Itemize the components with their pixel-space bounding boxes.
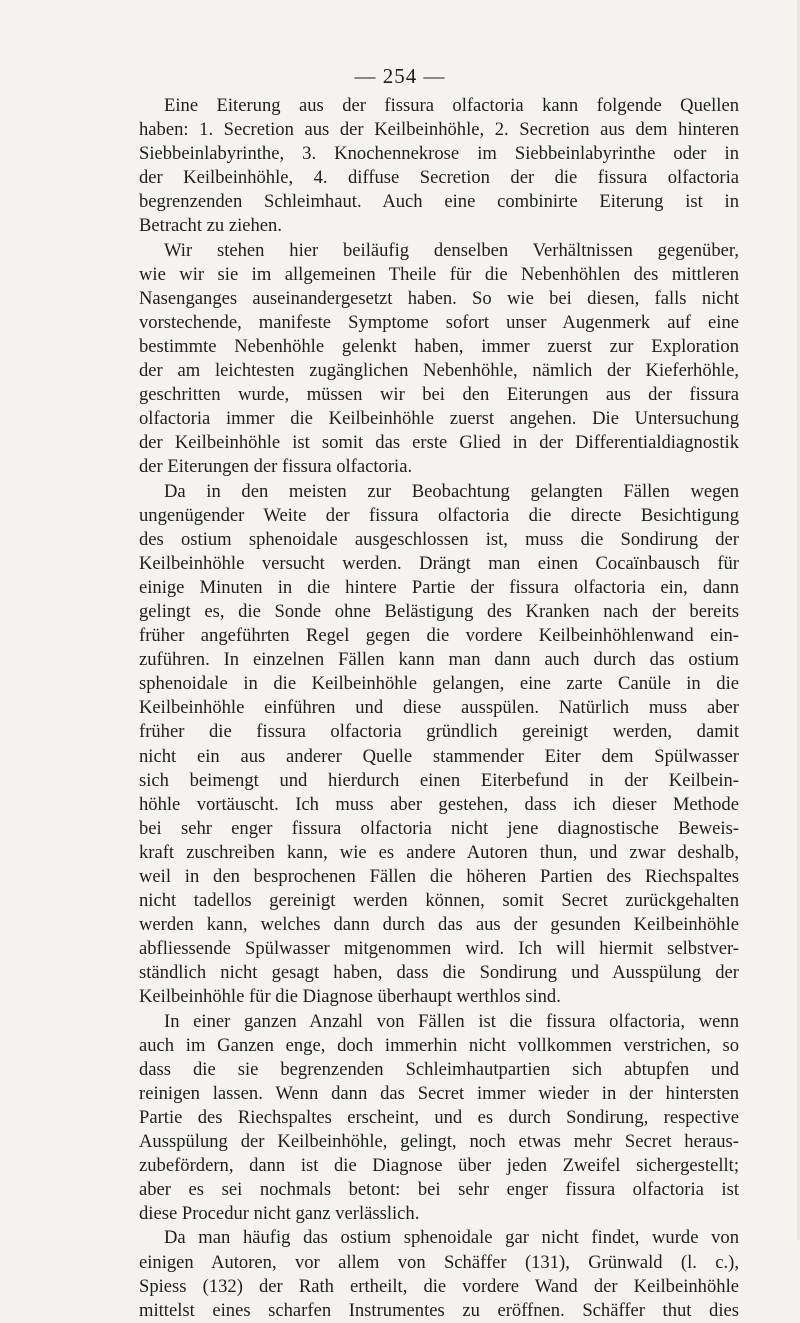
text-line: abfliessende Spülwasser mitgenommen wird. Ich will hiermit selbstver- [139,938,739,960]
text-line: der Keilbeinhöhle, 4. diffuse Secretion der die fissura olfactoria [139,167,739,189]
text-line: begrenzenden Schleimhaut. Auch eine combinirte Eiterung ist in [139,191,739,213]
text-line: Keilbeinhöhle einführen und diese ausspülen. Natürlich muss aber [139,697,739,719]
text-line: Spiess (132) der Rath ertheilt, die vordere Wand der Keilbeinhöhle [139,1275,739,1297]
text-line: auch im Ganzen enge, doch immerhin nicht vollkommen verstrichen, so [139,1034,739,1056]
text-line: bei sehr enger fissura olfactoria nicht jene diagnostische Beweis- [139,817,739,839]
text-line: der am leichtesten zugänglichen Nebenhöhle, nämlich der Kieferhöhle, [139,360,739,382]
text-line: höhle vortäuscht. Ich muss aber gestehen, dass ich dieser Methode [139,793,739,815]
text-line: diese Procedur nicht ganz verlässlich. [139,1203,420,1225]
text-line: werden kann, welches dann durch das aus der gesunden Keilbeinhöhle [139,914,739,936]
text-line: früher angeführten Regel gegen die vordere Keilbeinhöhlenwand ein- [139,625,739,647]
text-line: mittelst eines scharfen Instrumentes zu eröffnen. Schäffer thut dies [139,1299,739,1321]
text-line: dass die sie begrenzenden Schleimhautpartien sich abtupfen und [139,1058,739,1080]
text-line: sphenoidale in die Keilbeinhöhle gelangen, eine zarte Canüle in die [139,673,739,695]
text-line: haben: 1. Secretion aus der Keilbeinhöhle, 2. Secretion aus dem hinteren [139,119,739,141]
text-line: des ostium sphenoidale ausgeschlossen ist, muss die Sondirung der [139,528,739,550]
text-line: geschritten wurde, müssen wir bei den Eiterungen aus der fissura [139,384,739,406]
text-line: Siebbeinlabyrinthe, 3. Knochennekrose im Siebbeinlabyrinthe oder in [139,143,739,165]
text-line: gelingt es, die Sonde ohne Belästigung des Kranken nach der bereits [139,600,739,622]
text-line: Keilbeinhöhle für die Diagnose überhaupt werthlos sind. [139,986,561,1008]
text-line: aber es sei nochmals betont: bei sehr enger fissura olfactoria ist [139,1179,739,1201]
text-line: olfactoria immer die Keilbeinhöhle zuerst angehen. Die Untersuchung [139,408,739,430]
text-line: zuführen. In einzelnen Fällen kann man dann auch durch das ostium [139,649,739,671]
text-line: einige Minuten in die hintere Partie der fissura olfactoria ein, dann [139,576,739,598]
text-line: reinigen lassen. Wenn dann das Secret immer wieder in der hintersten [139,1082,739,1104]
text-line: ungenügender Weite der fissura olfactoria die directe Besichtigung [139,504,739,526]
text-line: Betracht zu ziehen. [139,215,282,237]
body-text [139,94,739,1323]
text-line: der Eiterungen der fissura olfactoria. [139,456,413,478]
text-line: einigen Autoren, vor allem von Schäffer (131), Grünwald (l. c.), [139,1251,739,1273]
text-line: bestimmte Nebenhöhle gelenkt haben, immer zuerst zur Exploration [139,335,739,357]
text-line: kraft zuschreiben kann, wie es andere Autoren thun, und zwar deshalb, [139,841,739,863]
text-line: Eine Eiterung aus der fissura olfactoria kann folgende Quellen [164,95,739,116]
page-number: — 254 — [354,64,446,88]
text-line: Nasenganges auseinandergesetzt haben. So wie bei diesen, falls nicht [139,287,739,309]
text-line: Da in den meisten zur Beobachtung gelangten Fällen wegen [164,480,739,502]
text-line: nicht ein aus anderer Quelle stammender Eiter dem Spülwasser [139,745,739,767]
text-line: zubefördern, dann ist die Diagnose über jeden Zweifel sichergestellt; [139,1155,739,1177]
text-line: sich beimengt und hierdurch einen Eiterbefund in der Keilbein- [139,769,739,791]
text-line: In einer ganzen Anzahl von Fällen ist die fissura olfactoria, wenn [164,1010,739,1032]
text-line: vorstechende, manifeste Symptome sofort unser Augenmerk auf eine [139,311,739,333]
text-line: Ausspülung der Keilbeinhöhle, gelingt, noch etwas mehr Secret heraus- [139,1131,739,1153]
text-line: nicht tadellos gereinigt werden können, somit Secret zurückgehalten [139,890,739,912]
text-line: Wir stehen hier beiläufig denselben Verhältnissen gegenüber, [164,239,739,261]
text-line: wie wir sie im allgemeinen Theile für die Nebenhöhlen des mittleren [139,263,739,285]
text-line: Da man häufig das ostium sphenoidale gar nicht findet, wurde von [164,1227,739,1249]
text-line: früher die fissura olfactoria gründlich gereinigt werden, damit [139,721,739,743]
text-line: der Keilbeinhöhle ist somit das erste Glied in der Differentialdiagnostik [139,432,739,454]
text-line: ständlich nicht gesagt haben, dass die Sondirung und Ausspülung der [139,962,739,984]
text-line: Keilbeinhöhle versucht werden. Drängt man einen Cocaïnbausch für [139,552,739,574]
text-line: weil in den besprochenen Fällen die höheren Partien des Riechspaltes [139,866,739,887]
text-line: Partie des Riechspaltes erscheint, und es durch Sondirung, respective [139,1106,739,1128]
